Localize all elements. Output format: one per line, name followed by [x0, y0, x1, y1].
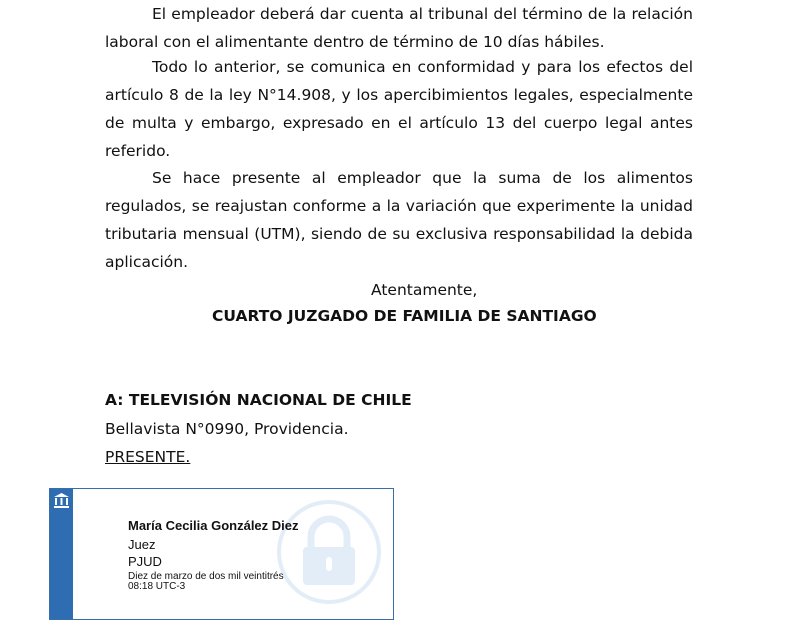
paragraph-text: Se hace presente al empleador que la suma de los alimentos regulados, se reajustan conforme a la variación que experimente la unidad tributaria mensual (UTM), siendo de su exclusiva responsabilidad la debida aplicación.	[105, 169, 693, 271]
addressee-present: PRESENTE.	[105, 448, 191, 466]
addressee-name: A: TELEVISIÓN NACIONAL DE CHILE	[105, 391, 412, 409]
paragraph-text: Todo lo anterior, se comunica en conformidad y para los efectos del artículo 8 de la ley N°14.908, y los apercibimientos legales, especialmente de multa y embargo, expresado en el artículo 13 del cuerpo legal antes referido.	[105, 58, 693, 160]
signer-name: María Cecilia González Diez	[128, 518, 299, 533]
electronic-signature-box	[49, 488, 394, 620]
paragraph-adjustment	[105, 164, 693, 276]
paragraph-compliance	[105, 53, 693, 165]
signature-time-text: 08:18 UTC-3	[128, 581, 186, 592]
signature-date	[128, 572, 328, 592]
paragraph-termination	[105, 0, 693, 56]
paragraph-text: El empleador deberá dar cuenta al tribunal del término de la relación laboral con el alimentante dentro de término de 10 días hábiles.	[105, 5, 693, 51]
court-name: CUARTO JUZGADO DE FAMILIA DE SANTIAGO	[212, 307, 597, 325]
signer-organization: PJUD	[128, 554, 162, 569]
closing-salutation: Atentamente,	[371, 281, 478, 299]
signer-role: Juez	[128, 537, 156, 552]
signature-sidebar	[50, 489, 73, 619]
lock-icon	[276, 499, 382, 610]
signature-date-text: Diez de marzo de dos mil veintitrés	[128, 571, 284, 582]
addressee-address: Bellavista N°0990, Providencia.	[105, 420, 349, 438]
